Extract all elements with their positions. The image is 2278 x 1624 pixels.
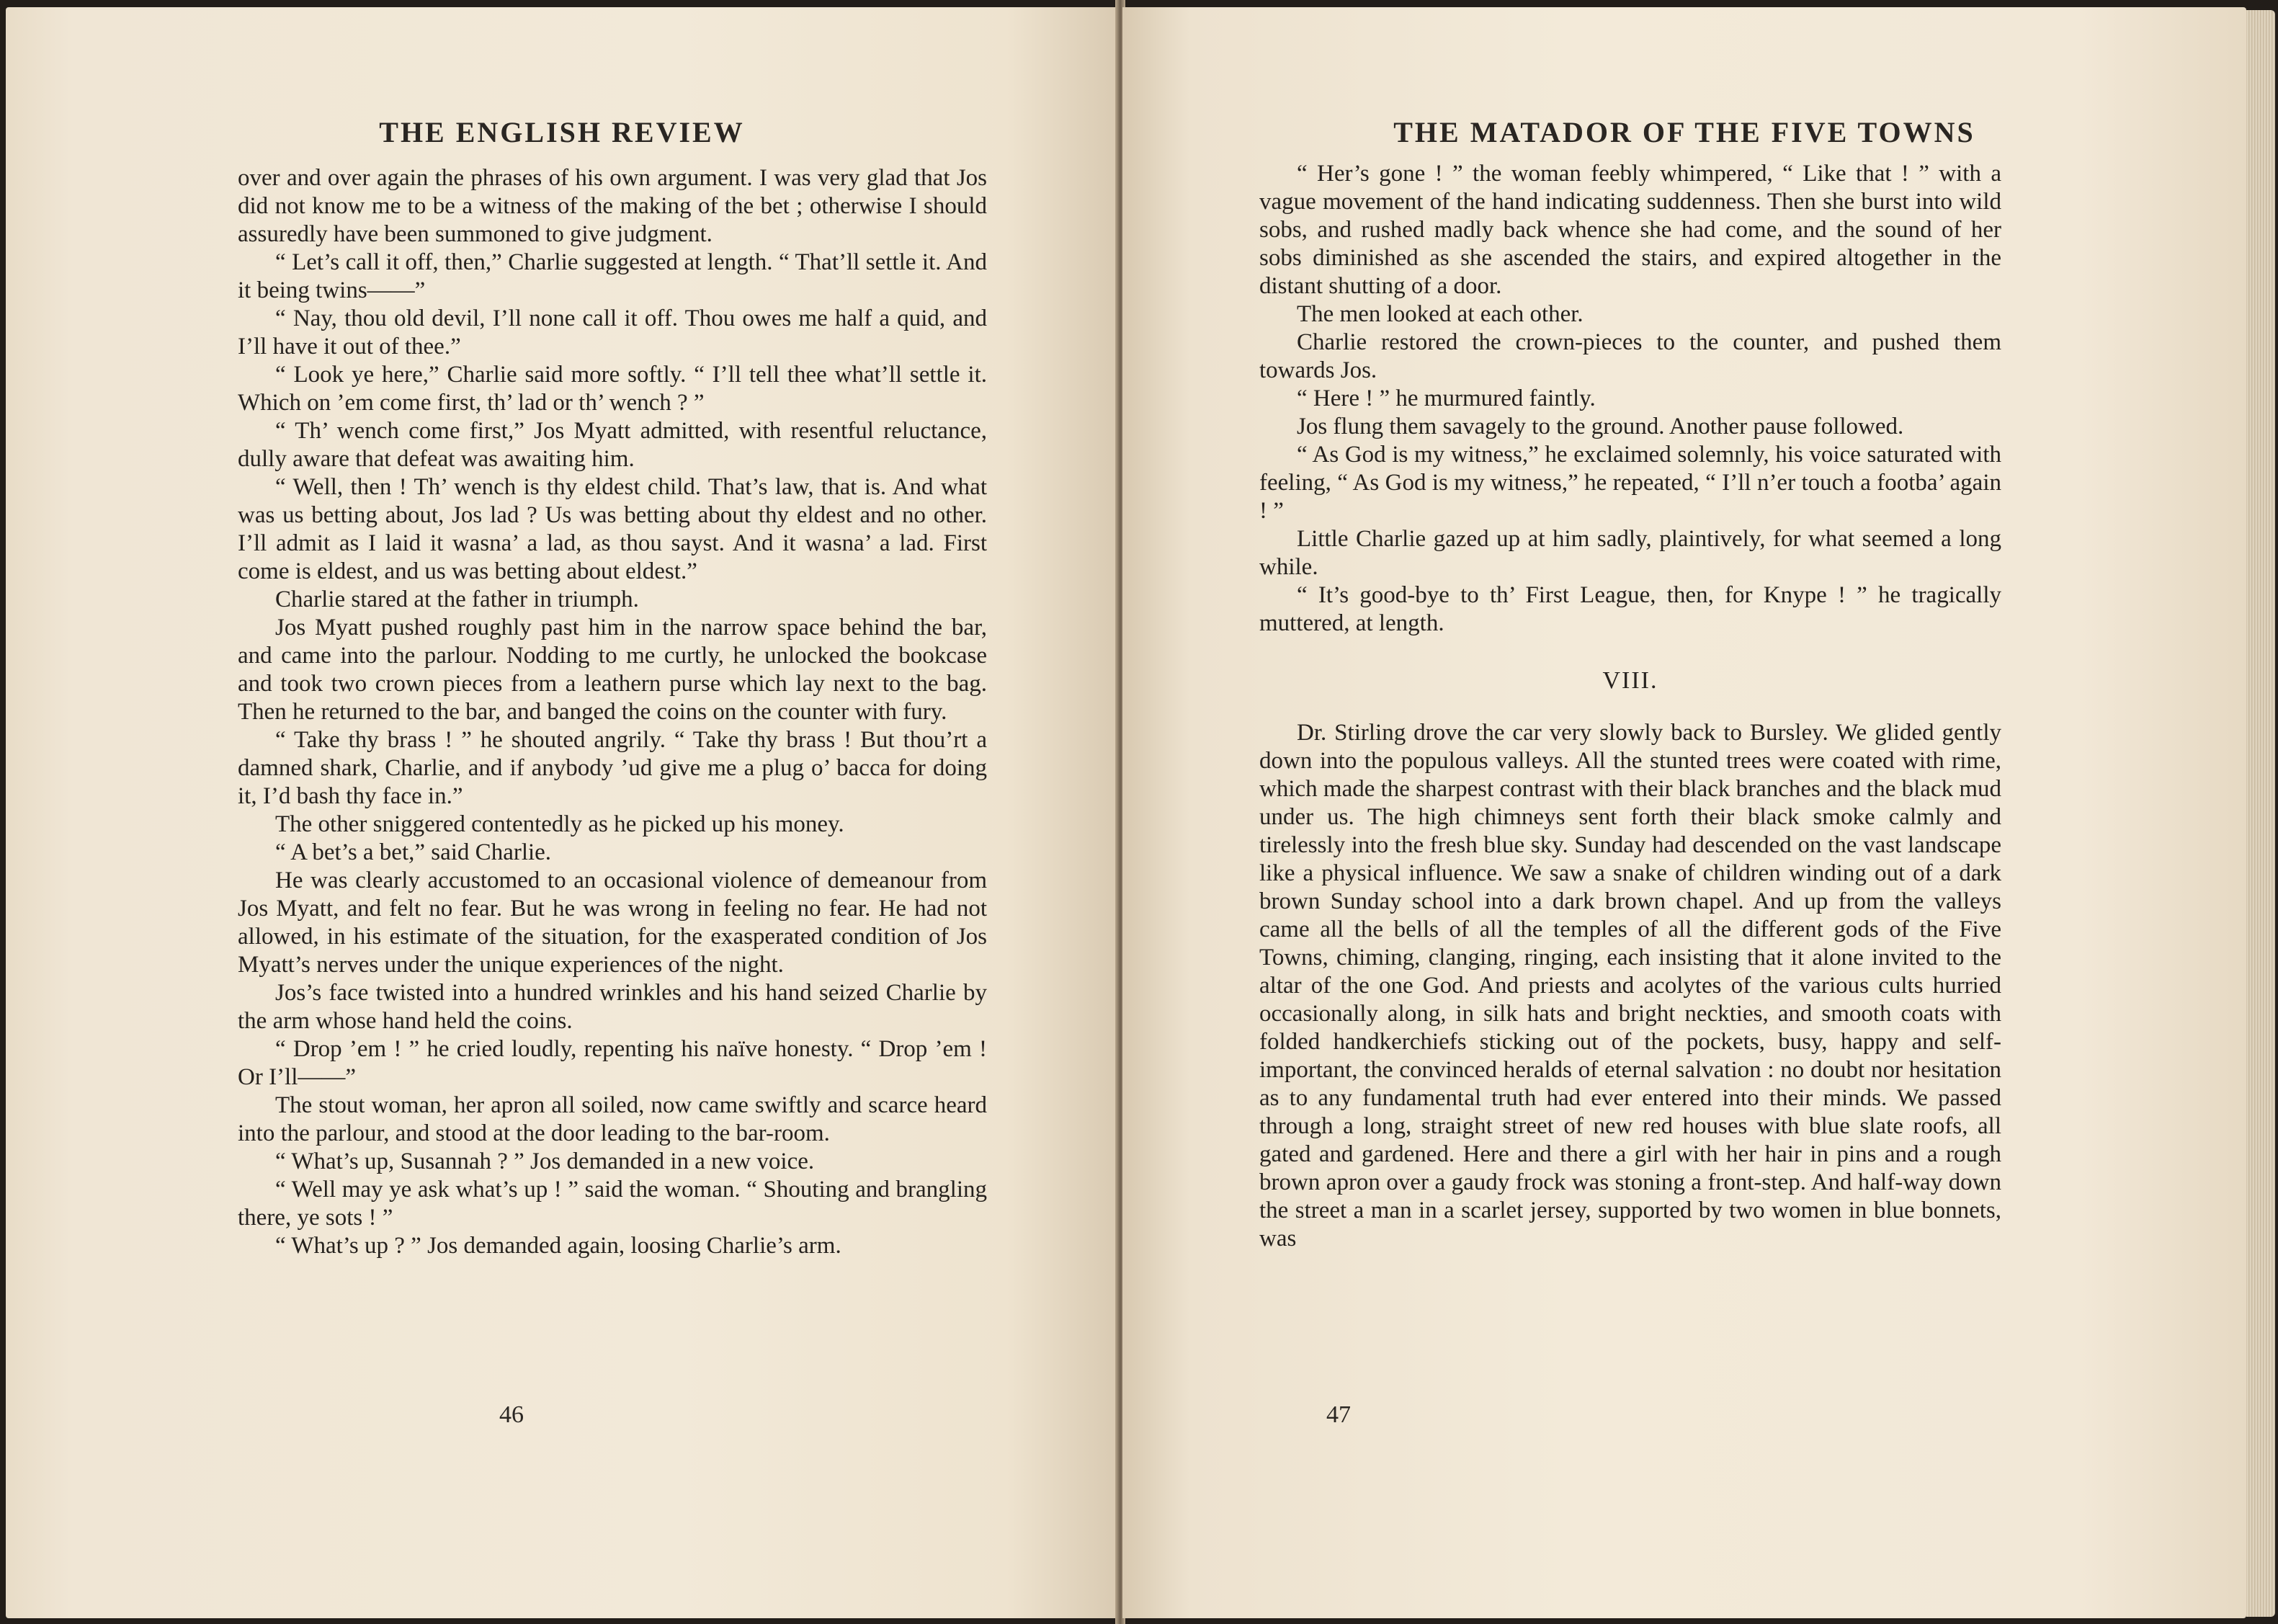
paragraph: The men looked at each other. [1297, 301, 1584, 327]
paragraph: “ Well may ye ask what’s up ! ” said the woman. “ Shouting and brangling there, ye sots ! ” [238, 1177, 987, 1231]
paragraph: “ Th’ wench come first,” Jos Myatt admitted, with resentful reluctance, dully aware that defeat was awaiting him. [238, 418, 987, 472]
left-page-number: 46 [499, 1401, 524, 1428]
paragraph: “ Let’s call it off, then,” Charlie suggested at length. “ That’ll settle it. And it being twins——” [238, 249, 987, 303]
paragraph: Charlie restored the crown-pieces to the counter, and pushed them towards Jos. [1259, 329, 2001, 383]
paragraph: Jos Myatt pushed roughly past him in the narrow space behind the bar, and came into the parlour. Nodding to me curtly, he unlocked the bookcase and took two crown pieces from a leathern purse which lay next to the bag. Then he returned to the bar, and banged the coins on the counter with fury. [238, 615, 987, 725]
paragraph: Charlie stared at the father in triumph. [275, 586, 639, 612]
left-running-head: THE ENGLISH REVIEW [379, 116, 745, 148]
right-running-head: THE MATADOR OF THE FIVE TOWNS [1393, 116, 1975, 148]
paragraph: “ What’s up, Susannah ? ” Jos demanded in a new voice. [275, 1148, 815, 1174]
paragraph: “ It’s good-bye to th’ First League, then, for Knype ! ” he tragically muttered, at length. [1259, 582, 2001, 636]
section-heading: VIII. [1602, 667, 1658, 694]
right-page-text [1259, 160, 2001, 1253]
paragraph: “ A bet’s a bet,” said Charlie. [275, 839, 552, 865]
paragraph: The stout woman, her apron all soiled, now came swiftly and scarce heard into the parlour, and stood at the door leading to the bar-room. [238, 1092, 987, 1146]
paragraph: “ Look ye here,” Charlie said more softly. “ I’ll tell thee what’ll settle it. Which on ’em come first, th’ lad or th’ wench ? ” [238, 362, 987, 416]
paragraph: Little Charlie gazed up at him sadly, plaintively, for what seemed a long while. [1259, 526, 2001, 580]
paragraph: “ Well, then ! Th’ wench is thy eldest child. That’s law, that is. And what was us betting about, Jos lad ? Us was betting about thy eldest and no other. I’ll admit as I laid it wasna’ a lad, as thou sayst. And it wasna’ a lad. First come is eldest, and us was betting about eldest.” [238, 474, 987, 584]
paragraph: “ Drop ’em ! ” he cried loudly, repenting his naïve honesty. “ Drop ’em ! Or I’ll——” [238, 1036, 987, 1090]
paragraph: “ Take thy brass ! ” he shouted angrily. “ Take thy brass ! But thou’rt a damned shark, Charlie, and if anybody ’ud give me a plug o’ bacca for doing it, I’d bash thy face in.” [238, 727, 987, 809]
paragraph: Jos flung them savagely to the ground. Another pause followed. [1297, 414, 1904, 440]
left-page [6, 7, 1118, 1618]
right-page-number: 47 [1326, 1401, 1351, 1428]
paragraph: “ What’s up ? ” Jos demanded again, loosing Charlie’s arm. [275, 1233, 841, 1259]
page-fore-edge [2246, 10, 2275, 1617]
paragraph: over and over again the phrases of his own argument. I was very glad that Jos did not know me to be a witness of the making of the bet ; otherwise I should assuredly have been summoned to give judgment. [238, 165, 987, 247]
right-page [1122, 7, 2246, 1618]
paragraph: “ Here ! ” he murmured faintly. [1297, 385, 1596, 411]
paragraph: He was clearly accustomed to an occasional violence of demeanour from Jos Myatt, and felt no fear. But he was wrong in feeling no fear. He had not allowed, in his estimate of the situation, for the exasperated condition of Jos Myatt’s nerves under the unique experiences of the night. [238, 867, 987, 978]
paragraph: Dr. Stirling drove the car very slowly back to Bursley. We glided gently down into the populous valleys. All the stunted trees were coated with rime, which made the sharpest contrast with their black branches and the black mud under us. The high chimneys sent forth their black smoke calmly and tirelessly into the fresh blue sky. Sunday had descended on the vast landscape like a physical influence. We saw a snake of children winding out of a dark brown Sunday school into a dark brown chapel. And up from the valleys came all the bells of all the temples of all the different gods of the Five Towns, chiming, clanging, ringing, each insisting that it alone invited to the altar of the one God. And priests and acolytes of the various cults hurried occasionally along, in silk hats and bright neckties, and smooth coats with folded handkerchiefs sticking out of the pockets, busy, happy and self-important, the convinced heralds of eternal salvation : no doubt nor hesitation as to any fundamental truth had ever entered into their minds. We passed through a long, straight street of new red houses with blue slate roofs, all gated and gardened. Here and there a girl with her hair in pins and a rough brown apron over a gaudy frock was stoning a front-step. And half-way down the street a man in a scarlet jersey, supported by two women in blue bonnets, was [1259, 720, 2001, 1252]
left-page-text [238, 164, 987, 1260]
paragraph: The other sniggered contentedly as he picked up his money. [275, 811, 844, 837]
paragraph: Jos’s face twisted into a hundred wrinkles and his hand seized Charlie by the arm whose hand held the coins. [238, 980, 987, 1034]
paragraph: “ Her’s gone ! ” the woman feebly whimpered, “ Like that ! ” with a vague movement of the hand indicating suddenness. Then she burst into wild sobs, and rushed madly back whence she had come, and the sound of her sobs diminished as she ascended the stairs, and expired altogether in the distant shutting of a door. [1259, 161, 2001, 299]
paragraph: “ Nay, thou old devil, I’ll none call it off. Thou owes me half a quid, and I’ll have it out of thee.” [238, 305, 987, 360]
paragraph: “ As God is my witness,” he exclaimed solemnly, his voice saturated with feeling, “ As God is my witness,” he repeated, “ I’ll n’er touch a footba’ again ! ” [1259, 442, 2001, 524]
